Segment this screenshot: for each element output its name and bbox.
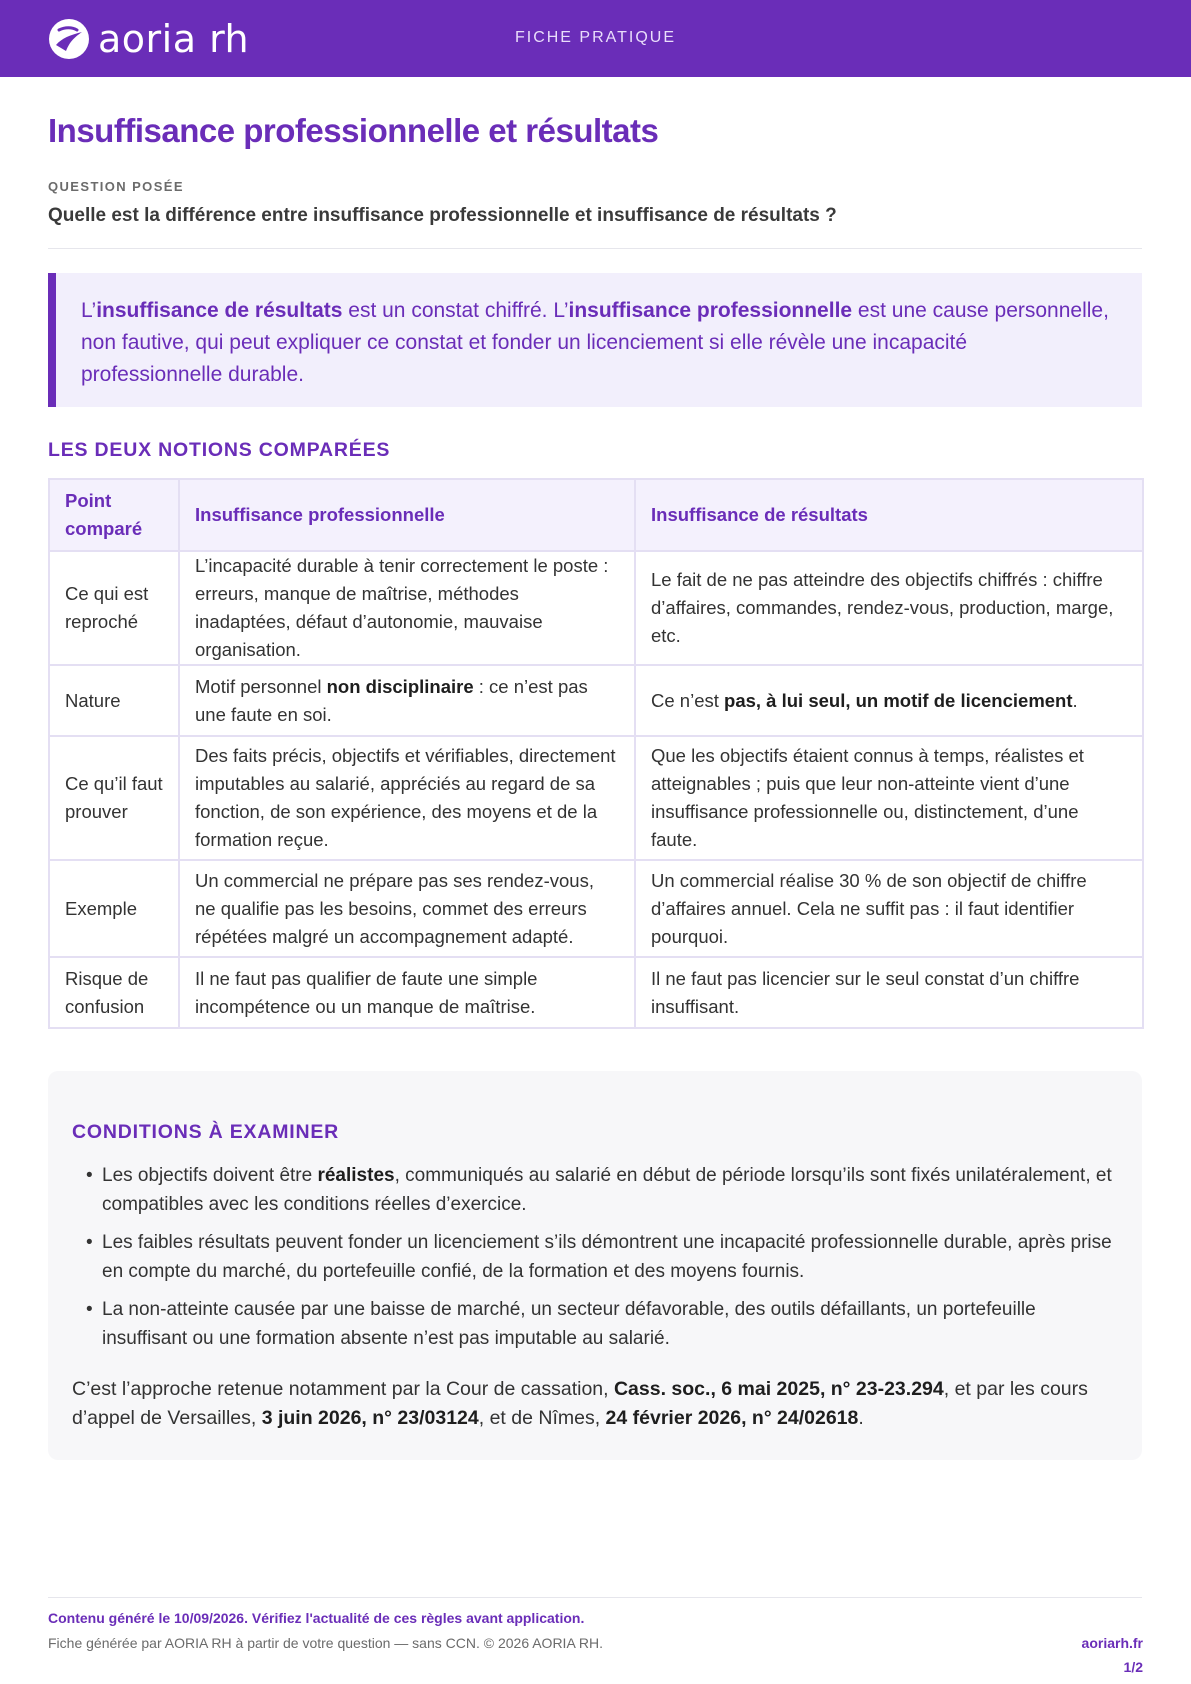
conditions-panel — [48, 1071, 1142, 1460]
table-row — [49, 551, 1143, 665]
page-number: 1/2 — [1123, 1659, 1143, 1675]
row-point: Risque de confusion — [49, 957, 179, 1028]
column-header-point: Point comparé — [49, 479, 179, 551]
row-point: Ce qu’il faut prouver — [49, 736, 179, 860]
question-label: QUESTION POSÉE — [48, 179, 184, 194]
row-professionnelle: Il ne faut pas qualifier de faute une simple incompétence ou un manque de maîtrise. — [179, 957, 635, 1028]
row-professionnelle: Des faits précis, objectifs et vérifiables, directement imputables au salarié, appréciés au regard de sa fonction, de son expérience, des moyens et de la formation reçue. — [179, 736, 635, 860]
page-header — [0, 0, 1191, 77]
document-type-tag: FICHE PRATIQUE — [514, 29, 677, 46]
summary-text: L’insuffisance de résultats est un constat chiffré. L’insuffisance professionnelle est une cause personnelle, non fautive, qui peut expliquer ce constat et fonder un licenciement si elle révèle une incapacité professionnelle durable. — [81, 299, 1109, 386]
table-row — [49, 957, 1143, 1028]
row-professionnelle: Motif personnel non disciplinaire : ce n’est pas une faute en soi. — [179, 665, 635, 736]
conditions-list — [86, 1161, 1116, 1362]
comparison-table — [48, 478, 1144, 1029]
case-law-references: C’est l’approche retenue notamment par la Cour de cassation, Cass. soc., 6 mai 2025, n° 23-23.294, et par les cours d’appel de Versailles, 3 juin 2026, n° 23/03124, et de Nîmes, 24 février 2026, n° 24/02618. — [72, 1378, 1088, 1429]
table-row — [49, 665, 1143, 736]
column-header-professionnelle: Insuffisance professionnelle — [179, 479, 635, 551]
row-point: Exemple — [49, 860, 179, 957]
list-item: • Les faibles résultats peuvent fonder un licenciement s’ils démontrent une incapacité professionnelle durable, après prise en compte du marché, du portefeuille confié, de la formation et des moyens fournis. — [86, 1228, 1116, 1286]
footer-site-link[interactable]: aoriarh.fr — [1081, 1635, 1143, 1651]
row-resultats: Il ne faut pas licencier sur le seul constat d’un chiffre insuffisant. — [635, 957, 1143, 1028]
row-point: Ce qui est reproché — [49, 551, 179, 665]
footer-source: Fiche générée par AORIA RH à partir de votre question — sans CCN. © 2026 AORIA RH. — [48, 1635, 604, 1651]
table-row — [49, 736, 1143, 860]
row-resultats: Que les objectifs étaient connus à temps, réalistes et atteignables ; puis que leur non-atteinte vient d’une insuffisance professionnelle ou, distinctement, d’une faute. — [635, 736, 1143, 860]
footer-warning: Contenu généré le 10/09/2026. Vérifiez l'actualité de ces règles avant application. — [48, 1610, 585, 1626]
comparison-section-title: LES DEUX NOTIONS COMPARÉES — [48, 439, 391, 461]
row-professionnelle: L’incapacité durable à tenir correctement le poste : erreurs, manque de maîtrise, méthodes inadaptées, défaut d’autonomie, mauvaise organisation. — [179, 551, 635, 665]
question-text: Quelle est la différence entre insuffisance professionnelle et insuffisance de résultats ? — [48, 205, 837, 226]
table-row — [49, 860, 1143, 957]
row-professionnelle: Un commercial ne prépare pas ses rendez-vous, ne qualifie pas les besoins, commet des erreurs répétées malgré un accompagnement adapté. — [179, 860, 635, 957]
table-header-row — [49, 479, 1143, 551]
list-item: • La non-atteinte causée par une baisse de marché, un secteur défavorable, des outils défaillants, un portefeuille insuffisant ou une formation absente n’est pas imputable au salarié. — [86, 1295, 1116, 1353]
row-resultats: Ce n’est pas, à lui seul, un motif de licenciement. — [635, 665, 1143, 736]
row-resultats: Un commercial réalise 30 % de son objectif de chiffre d’affaires annuel. Cela ne suffit pas : il faut identifier pourquoi. — [635, 860, 1143, 957]
divider — [48, 248, 1142, 249]
summary-callout — [48, 273, 1142, 407]
footer-divider — [48, 1597, 1142, 1598]
brand-name: aoria rh — [98, 17, 250, 61]
page-title: Insuffisance professionnelle et résultats — [48, 112, 659, 149]
list-item: • Les objectifs doivent être réalistes, communiqués au salarié en début de période lorsqu’ils sont fixés unilatéralement, et compatibles avec les conditions réelles d’exercice. — [86, 1161, 1116, 1219]
row-point: Nature — [49, 665, 179, 736]
column-header-resultats: Insuffisance de résultats — [635, 479, 1143, 551]
conditions-title: CONDITIONS À EXAMINER — [72, 1121, 340, 1143]
row-resultats: Le fait de ne pas atteindre des objectifs chiffrés : chiffre d’affaires, commandes, rendez-vous, production, marge, etc. — [635, 551, 1143, 665]
